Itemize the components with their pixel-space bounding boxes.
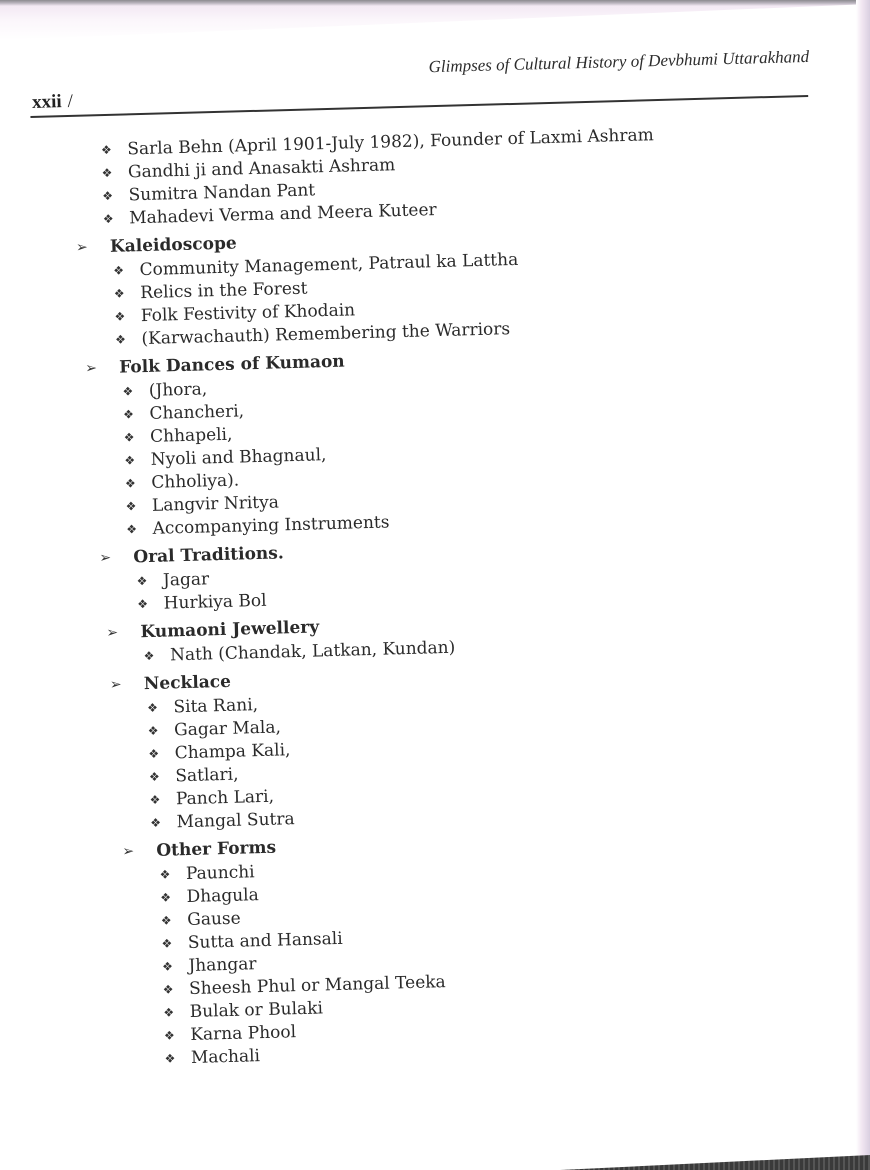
list-item-text: Jagar bbox=[162, 568, 210, 591]
four-diamond-bullet-icon: ❖ bbox=[122, 406, 135, 422]
list-item-text: Sheesh Phul or Mangal Teeka bbox=[188, 971, 446, 999]
section-necklace bbox=[110, 654, 810, 835]
header-rule bbox=[30, 95, 808, 118]
contents-list bbox=[31, 119, 816, 1072]
section-title: Necklace bbox=[143, 671, 232, 695]
list-item-text: Gandhi ji and Anasakti Ashram bbox=[127, 154, 396, 182]
four-diamond-bullet-icon: ❖ bbox=[163, 1004, 175, 1020]
list-item-text: Nyoli and Bhagnaul, bbox=[150, 444, 327, 470]
section-title: Other Forms bbox=[156, 837, 277, 861]
list-item-text: Champa Kali, bbox=[174, 739, 291, 763]
section-items bbox=[111, 240, 796, 350]
list-item-text: Dhagula bbox=[186, 884, 259, 907]
four-diamond-bullet-icon: ❖ bbox=[159, 866, 171, 882]
list-item-text: (Jhora, bbox=[148, 378, 208, 401]
list-item-text: Sarla Behn (April 1901-July 1982), Founder of Laxmi Ashram bbox=[127, 124, 654, 159]
section-title: Kaleidoscope bbox=[109, 233, 237, 257]
section-kaleidoscope bbox=[76, 216, 797, 351]
four-diamond-bullet-icon: ❖ bbox=[114, 309, 126, 324]
section-oral-traditions bbox=[99, 527, 804, 616]
list-item-text: Mahadevi Verma and Meera Kuteer bbox=[128, 199, 437, 228]
four-diamond-bullet-icon: ❖ bbox=[148, 746, 160, 761]
list-item-text: Community Management, Patraul ka Lattha bbox=[139, 249, 519, 280]
running-title: Glimpses of Cultural History of Devbhumi Uttarakhand bbox=[428, 46, 810, 77]
four-diamond-bullet-icon: ❖ bbox=[148, 769, 160, 784]
section-items bbox=[158, 845, 816, 1070]
sections-container bbox=[34, 216, 816, 1072]
four-diamond-bullet-icon: ❖ bbox=[162, 981, 174, 997]
section-items bbox=[145, 678, 809, 834]
four-diamond-bullet-icon: ❖ bbox=[126, 521, 138, 537]
four-diamond-bullet-icon: ❖ bbox=[100, 142, 112, 157]
list-item-text: Machali bbox=[190, 1045, 261, 1068]
four-diamond-bullet-icon: ❖ bbox=[113, 286, 125, 301]
four-diamond-bullet-icon: ❖ bbox=[161, 958, 174, 974]
four-diamond-bullet-icon: ❖ bbox=[102, 211, 114, 226]
page-header bbox=[29, 46, 810, 113]
list-item-text: Jhangar bbox=[188, 953, 257, 976]
four-diamond-bullet-icon: ❖ bbox=[143, 648, 155, 663]
four-diamond-bullet-icon: ❖ bbox=[102, 188, 114, 203]
section-title: Oral Traditions. bbox=[133, 543, 285, 568]
four-diamond-bullet-icon: ❖ bbox=[160, 889, 172, 905]
four-diamond-bullet-icon: ❖ bbox=[147, 723, 159, 738]
list-item-text: Folk Festivity of Khodain bbox=[140, 299, 356, 326]
arrowhead-bullet-icon: ➢ bbox=[106, 624, 119, 642]
list-item-text: Chhapeli, bbox=[149, 424, 233, 447]
section-other-forms bbox=[122, 821, 816, 1071]
four-diamond-bullet-icon: ❖ bbox=[125, 498, 137, 514]
four-diamond-bullet-icon: ❖ bbox=[114, 331, 127, 347]
list-item-text: Karna Phool bbox=[190, 1021, 297, 1045]
four-diamond-bullet-icon: ❖ bbox=[124, 475, 136, 491]
arrowhead-bullet-icon: ➢ bbox=[99, 549, 112, 567]
list-item-text: Chholiya). bbox=[151, 469, 240, 493]
section-title: Kumaoni Jewellery bbox=[140, 617, 320, 643]
four-diamond-bullet-icon: ❖ bbox=[161, 935, 173, 951]
four-diamond-bullet-icon: ❖ bbox=[164, 1050, 176, 1066]
list-item-text: Sita Rani, bbox=[173, 694, 259, 717]
list-item-text: Paunchi bbox=[185, 861, 255, 884]
page-number bbox=[32, 91, 73, 114]
four-diamond-bullet-icon: ❖ bbox=[122, 383, 134, 399]
list-item-text: Langvir Nritya bbox=[151, 491, 280, 516]
four-diamond-bullet-icon: ❖ bbox=[113, 263, 125, 278]
list-item-text: Gagar Mala, bbox=[173, 716, 282, 740]
section-folk-dances-of-kumaon bbox=[85, 337, 802, 541]
intro-list bbox=[99, 119, 793, 230]
list-item-text: Accompanying Instruments bbox=[152, 511, 390, 539]
list-item-text: Sutta and Hansali bbox=[187, 928, 343, 953]
list-item-text: Satlari, bbox=[175, 764, 239, 786]
arrowhead-bullet-icon: ➢ bbox=[85, 360, 98, 377]
four-diamond-bullet-icon: ❖ bbox=[123, 429, 135, 445]
arrowhead-bullet-icon: ➢ bbox=[122, 843, 135, 860]
four-diamond-bullet-icon: ❖ bbox=[163, 1027, 175, 1043]
list-item-text: Relics in the Forest bbox=[139, 278, 308, 303]
arrowhead-bullet-icon: ➢ bbox=[75, 239, 88, 256]
page-number-separator: / bbox=[67, 90, 74, 112]
four-diamond-bullet-icon: ❖ bbox=[150, 815, 162, 830]
section-title: Folk Dances of Kumaon bbox=[119, 351, 345, 378]
four-diamond-bullet-icon: ❖ bbox=[149, 792, 161, 807]
list-item-text: Nath (Chandak, Latkan, Kundan) bbox=[169, 637, 456, 665]
section-items bbox=[121, 361, 802, 540]
four-diamond-bullet-icon: ❖ bbox=[146, 700, 159, 715]
four-diamond-bullet-icon: ❖ bbox=[124, 452, 136, 468]
four-diamond-bullet-icon: ❖ bbox=[101, 165, 113, 180]
list-item-text: Hurkiya Bol bbox=[163, 590, 267, 614]
four-diamond-bullet-icon: ❖ bbox=[160, 912, 172, 928]
list-item-text: Sumitra Nandan Pant bbox=[128, 179, 316, 205]
list-item-text: Chancheri, bbox=[149, 400, 245, 424]
list-item-text: Panch Lari, bbox=[175, 786, 275, 809]
list-item-text: Mangal Sutra bbox=[176, 808, 295, 832]
four-diamond-bullet-icon: ❖ bbox=[137, 596, 149, 611]
list-item-text: (Karwachauth) Remembering the Warriors bbox=[141, 318, 511, 349]
list-item-text: Bulak or Bulaki bbox=[189, 997, 324, 1022]
page-number-text: xxii bbox=[31, 91, 62, 113]
arrowhead-bullet-icon: ➢ bbox=[109, 676, 122, 694]
list-item-text: Gause bbox=[186, 908, 241, 930]
four-diamond-bullet-icon: ❖ bbox=[136, 573, 148, 588]
